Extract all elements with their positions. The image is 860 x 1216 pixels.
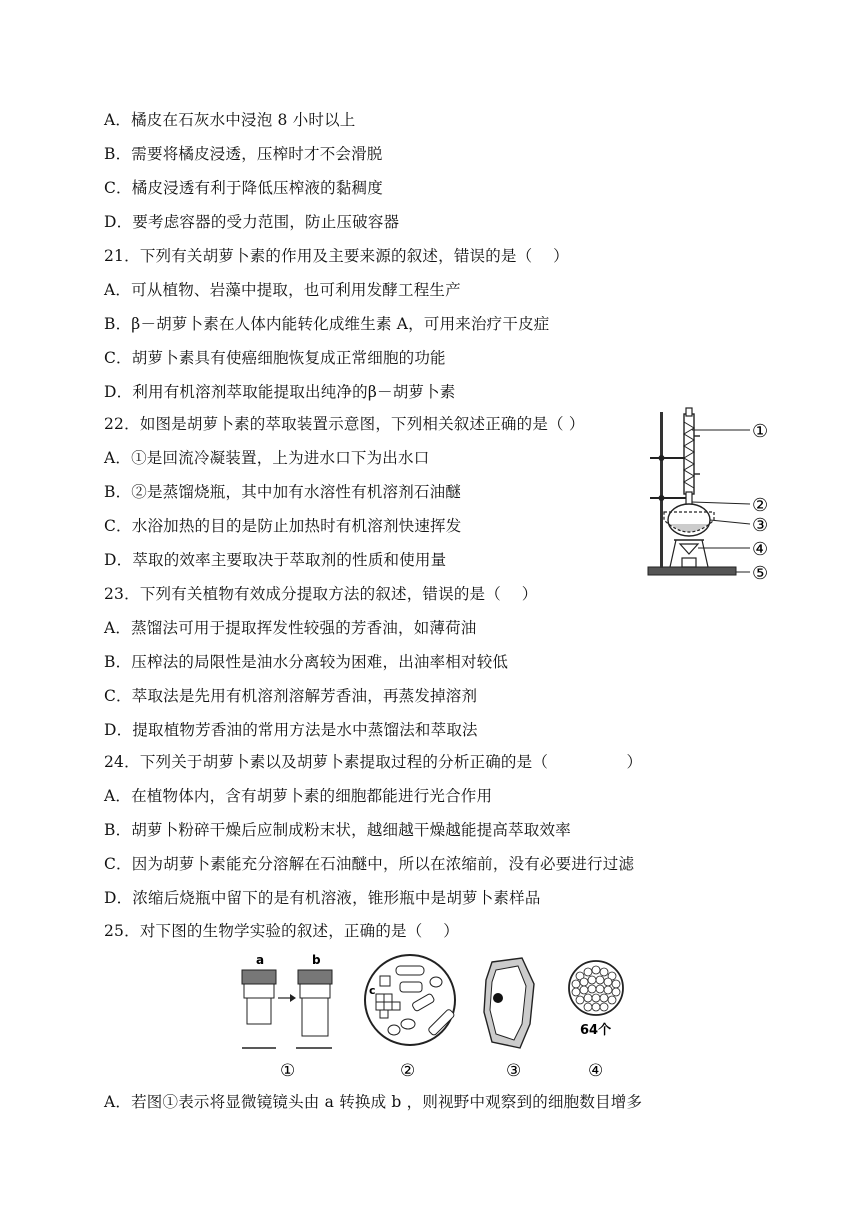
option-line: A．若图①表示将显微镜镜头由 a 转换成 b ，则视野中观察到的细胞数目增多	[104, 1093, 643, 1111]
question-21: 21．下列有关胡萝卜素的作用及主要来源的叙述，错误的是（ ）	[104, 247, 569, 265]
panel-label-4: ④	[588, 1061, 604, 1081]
option-line: B．②是蒸馏烧瓶，其中加有水溶性有机溶剂石油醚	[104, 483, 461, 501]
option-line: B．β－胡萝卜素在人体内能转化成维生素 A，可用来治疗干皮症	[104, 315, 550, 333]
panel-label-1: ①	[280, 1061, 296, 1081]
question-23: 23．下列有关植物有效成分提取方法的叙述，错误的是（ ）	[104, 585, 538, 603]
option-line: D．要考虑容器的受力范围，防止压破容器	[104, 213, 400, 231]
option-line: D．萃取的效率主要取决于萃取剂的性质和使用量	[104, 551, 447, 569]
option-line: B．需要将橘皮浸透，压榨时才不会滑脱	[104, 145, 383, 163]
apparatus-label-4: ④	[752, 539, 769, 560]
plant-cell-panel	[484, 958, 534, 1081]
option-line: A．蒸馏法可用于提取挥发性较强的芳香油，如薄荷油	[104, 619, 477, 637]
option-line: C．因为胡萝卜素能充分溶解在石油醚中，所以在浓缩前，没有必要进行过滤	[104, 855, 635, 873]
option-line: C．胡萝卜素具有使癌细胞恢复成正常细胞的功能	[104, 349, 446, 367]
option-line: C．萃取法是先用有机溶剂溶解芳香油，再蒸发掉溶剂	[104, 687, 478, 705]
apparatus-label-2: ②	[752, 495, 769, 516]
apparatus-label-1: ①	[752, 421, 769, 442]
question-22: 22．如图是胡萝卜素的萃取装置示意图，下列相关叙述正确的是（ ）	[104, 415, 585, 433]
question-25: 25．对下图的生物学实验的叙述，正确的是（ ）	[104, 922, 459, 940]
apparatus-label-5: ⑤	[752, 563, 769, 584]
field-of-view-panel	[365, 955, 455, 1081]
lens-label-b: b	[312, 953, 321, 967]
panel-label-3: ③	[506, 1061, 522, 1081]
option-line: A．①是回流冷凝装置，上为进水口下为出水口	[104, 449, 430, 467]
option-line: D．提取植物芳香油的常用方法是水中蒸馏法和萃取法	[104, 721, 478, 739]
panel-label-2: ②	[400, 1061, 416, 1081]
option-line: C．橘皮浸透有利于降低压榨液的黏稠度	[104, 179, 383, 197]
objective-lens-panel	[242, 953, 332, 1081]
option-line: D．浓缩后烧瓶中留下的是有机溶液，锥形瓶中是胡萝卜素样品	[104, 889, 541, 907]
option-line: A．可从植物、岩藻中提取，也可利用发酵工程生产	[104, 281, 461, 299]
option-line: B．压榨法的局限性是油水分离较为困难，出油率相对较低	[104, 653, 509, 671]
extraction-apparatus-figure	[640, 404, 800, 584]
cell-label-c: c	[369, 984, 376, 997]
option-line: D．利用有机溶剂萃取能提取出纯净的β－胡萝卜素	[104, 383, 456, 401]
cell-count-panel	[569, 961, 623, 1081]
question-24: 24．下列关于胡萝卜素以及胡萝卜素提取过程的分析正确的是（ ）	[104, 753, 643, 771]
option-line: B．胡萝卜粉碎干燥后应制成粉末状，越细越干燥越能提高萃取效率	[104, 821, 571, 839]
cell-count-label: 64个	[580, 1023, 612, 1038]
option-line: C．水浴加热的目的是防止加热时有机溶剂快速挥发	[104, 517, 462, 535]
apparatus-label-3: ③	[752, 515, 769, 536]
lens-label-a: a	[256, 953, 265, 967]
option-line: A．在植物体内，含有胡萝卜素的细胞都能进行光合作用	[104, 787, 493, 805]
option-line: A．橘皮在石灰水中浸泡 8 小时以上	[104, 111, 356, 129]
microscope-figure	[230, 952, 650, 1082]
